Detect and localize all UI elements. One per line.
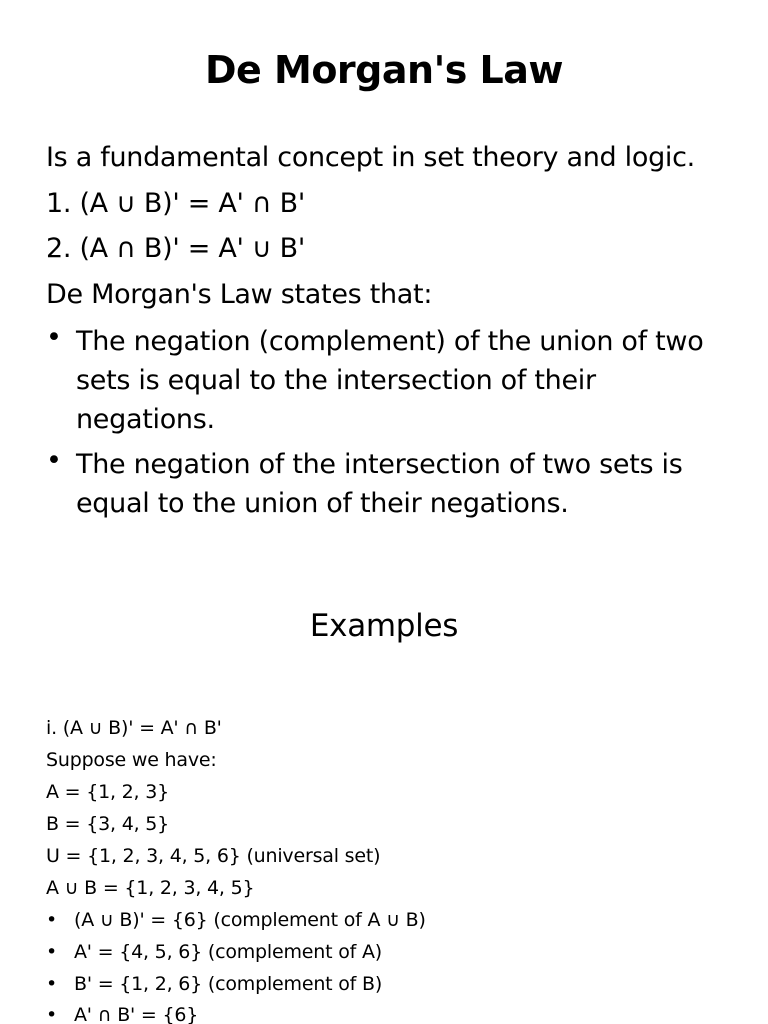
slide-title: De Morgan's Law <box>204 48 564 92</box>
bullet-text: The negation of the intersection of two sets is equal to the union of their negations. <box>76 449 683 519</box>
example-bullet <box>46 973 382 995</box>
example-bullet <box>46 1004 198 1024</box>
law-bullet-1 <box>46 322 726 439</box>
example-line: A = {1, 2, 3} <box>46 781 169 803</box>
bullet-text: The negation (complement) of the union of two sets is equal to the intersection of their negations. <box>76 326 704 435</box>
bullet-text: A' = {4, 5, 6} (complement of A) <box>74 941 382 963</box>
bullet-dot: • <box>46 973 58 995</box>
bullet-dot: • <box>46 941 58 963</box>
intro-text: Is a fundamental concept in set theory and logic. <box>46 142 695 173</box>
bullet-text: (A ∪ B)' = {6} (complement of A ∪ B) <box>74 909 426 931</box>
law-bullet-2 <box>46 445 726 523</box>
examples-title: Examples <box>309 608 459 644</box>
bullet-dot: • <box>46 909 58 931</box>
example-line: A ∪ B = {1, 2, 3, 4, 5} <box>46 877 255 899</box>
bullet-dot: • <box>46 445 62 476</box>
example-bullet <box>46 909 426 931</box>
bullet-dot: • <box>46 1004 58 1024</box>
example-line: B = {3, 4, 5} <box>46 813 170 835</box>
law-1: 1. (A ∪ B)' = A' ∩ B' <box>46 188 306 219</box>
example-line: Suppose we have: <box>46 749 217 771</box>
states-heading: De Morgan's Law states that: <box>46 279 433 310</box>
example-bullet <box>46 941 382 963</box>
law-2: 2. (A ∩ B)' = A' ∪ B' <box>46 233 306 264</box>
example-line: i. (A ∪ B)' = A' ∩ B' <box>46 717 222 739</box>
bullet-text: B' = {1, 2, 6} (complement of B) <box>74 973 383 995</box>
bullet-dot: • <box>46 322 62 353</box>
example-line: U = {1, 2, 3, 4, 5, 6} (universal set) <box>46 845 381 867</box>
bullet-text: A' ∩ B' = {6} <box>74 1004 199 1024</box>
